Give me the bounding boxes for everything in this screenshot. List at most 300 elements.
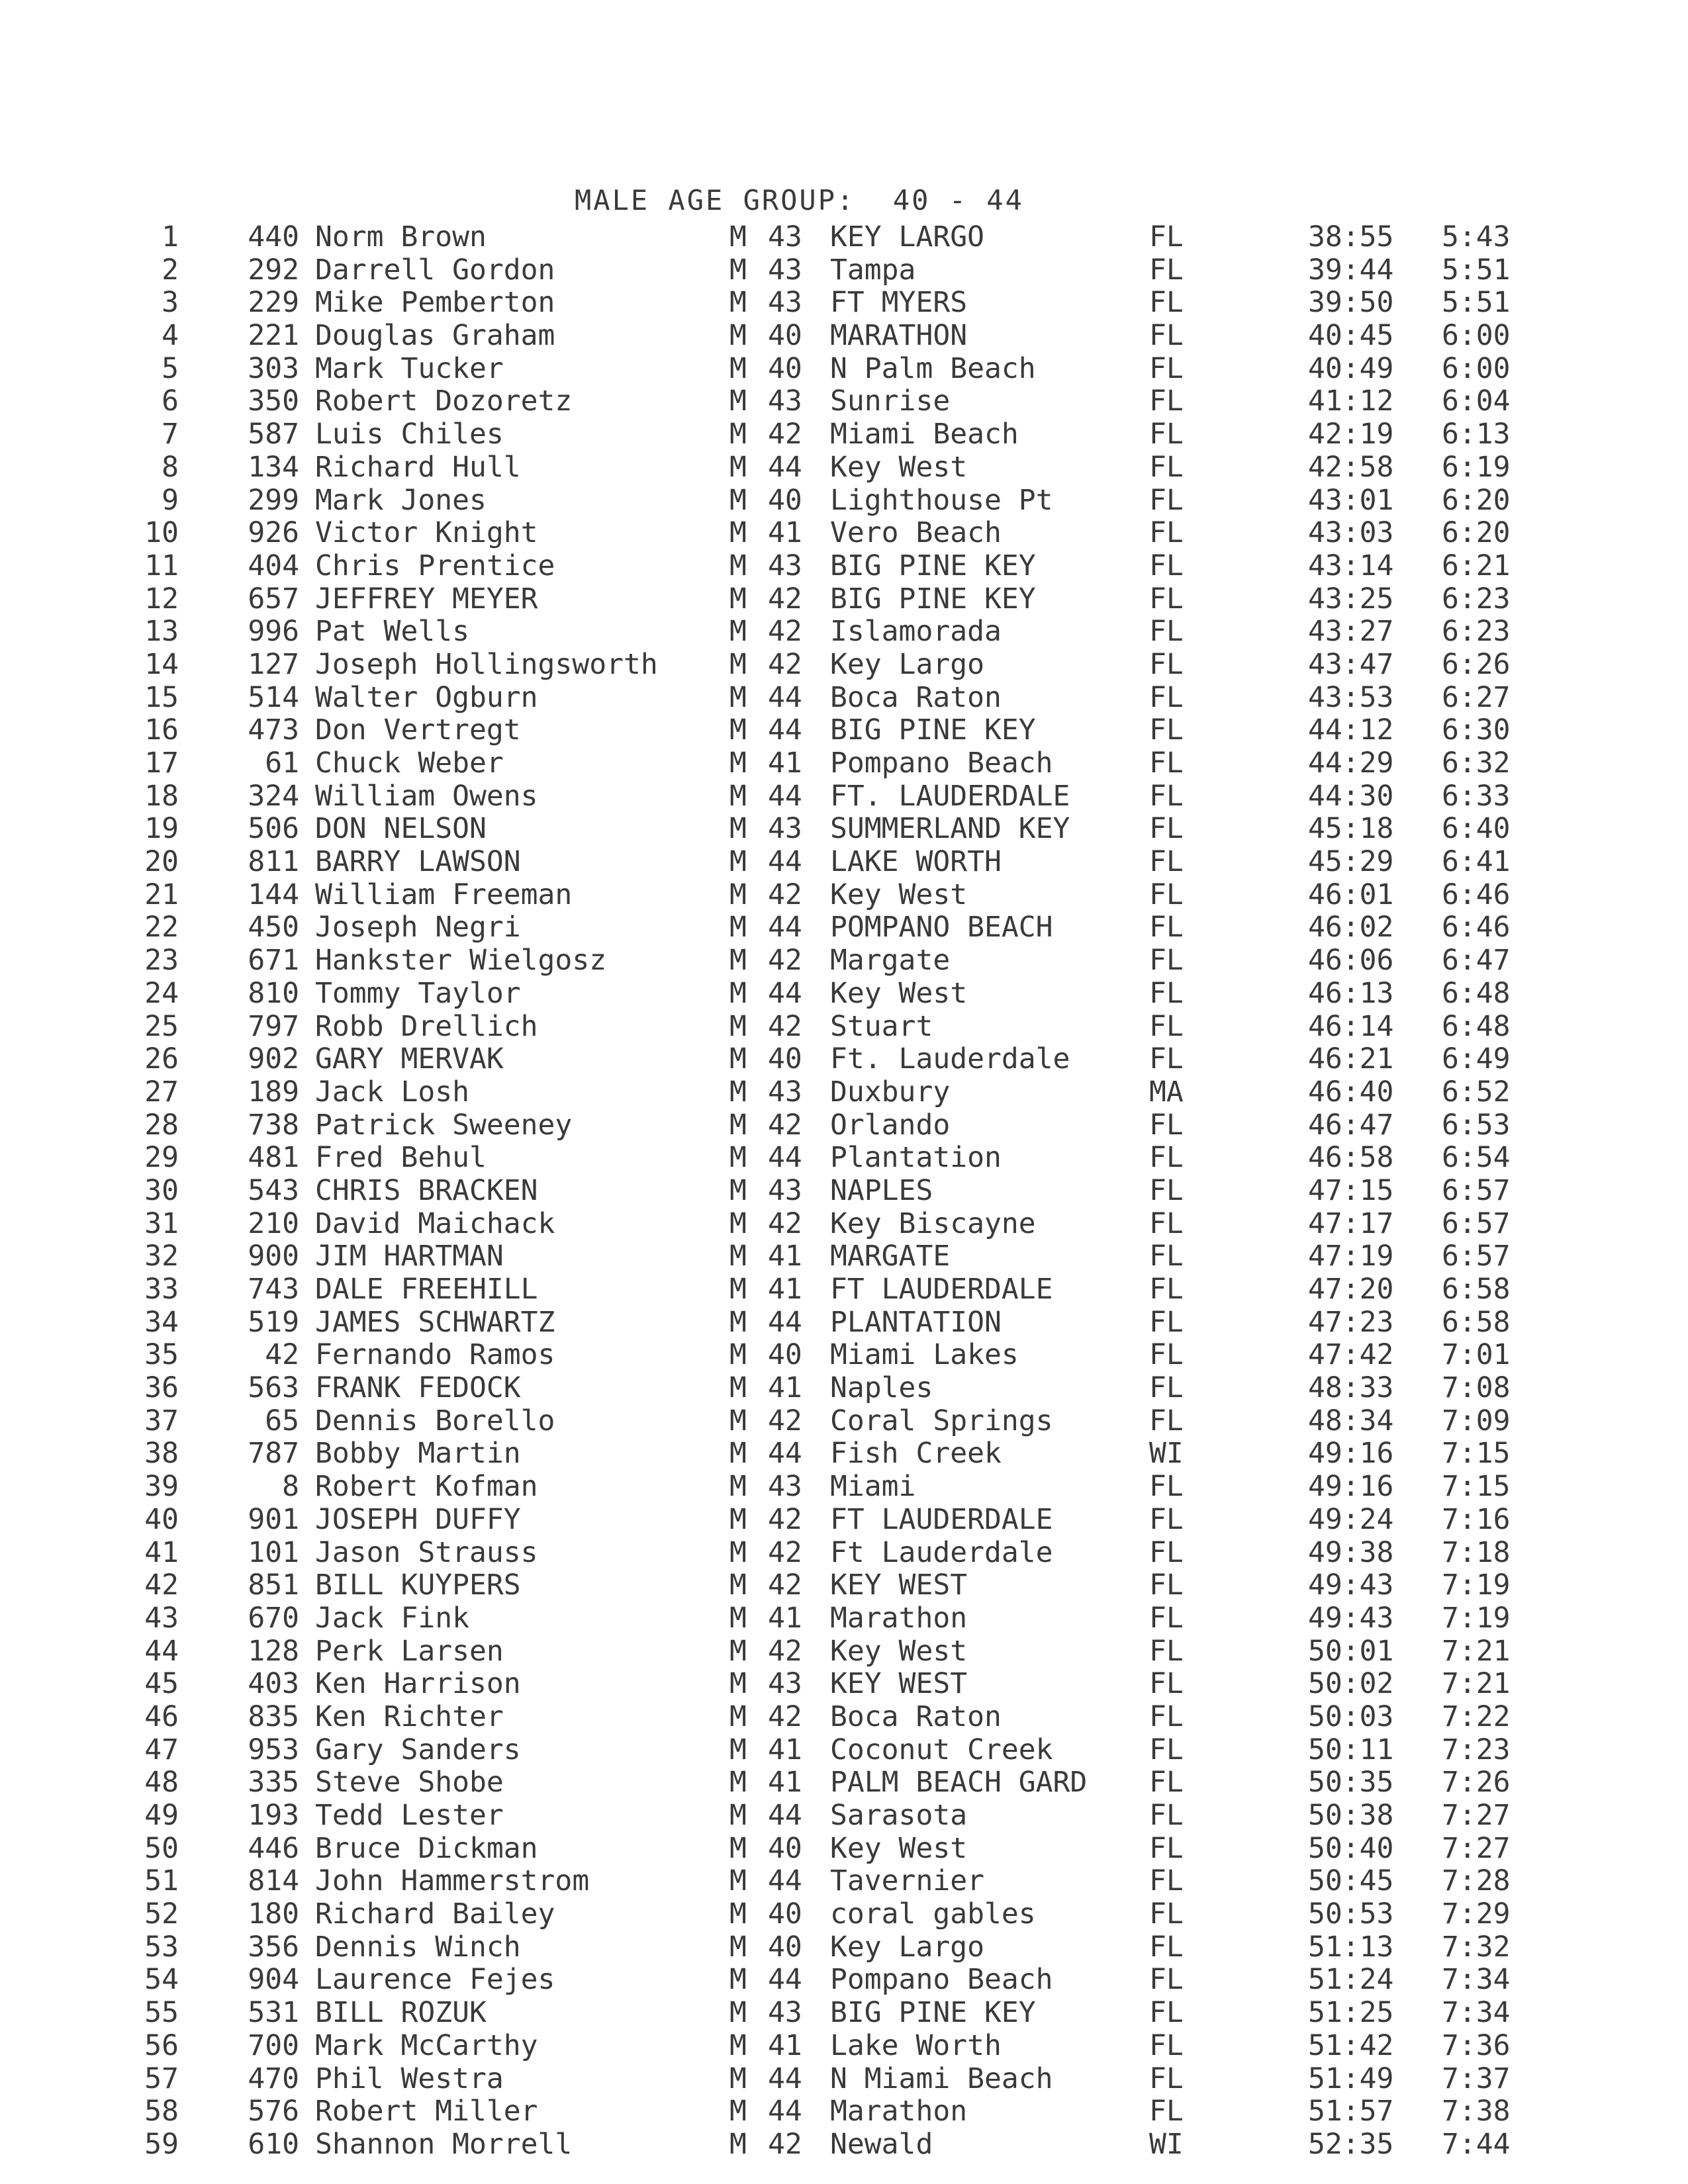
- result-bib: 144: [248, 878, 299, 911]
- result-bib: 851: [248, 1569, 299, 1602]
- result-pace: 6:48: [1442, 976, 1511, 1010]
- result-city: Vero Beach: [830, 516, 1002, 550]
- result-bib: 470: [248, 2062, 299, 2095]
- result-name: Laurence Fejes: [315, 1963, 555, 1997]
- result-name: Robert Dozoretz: [315, 385, 573, 418]
- result-bib: 303: [248, 351, 299, 385]
- result-bib: 473: [248, 713, 299, 747]
- result-place: 21: [144, 878, 179, 911]
- result-sex: M: [729, 1634, 747, 1668]
- result-name: Jack Fink: [315, 1601, 469, 1635]
- result-row: [0, 1799, 1688, 1833]
- result-city: Miami Lakes: [830, 1338, 1019, 1372]
- result-pace: 7:28: [1442, 1864, 1511, 1898]
- result-city: Key West: [830, 1831, 968, 1865]
- result-row: [0, 714, 1688, 747]
- result-name: Mark Jones: [315, 483, 487, 517]
- result-bib: 292: [248, 253, 299, 287]
- result-pace: 6:33: [1442, 779, 1511, 813]
- result-pace: 5:51: [1442, 253, 1511, 287]
- result-row: [0, 813, 1688, 846]
- result-row: [0, 1339, 1688, 1372]
- result-state: FL: [1149, 812, 1184, 846]
- result-city: KEY LARGO: [830, 220, 984, 253]
- result-place: 17: [144, 747, 179, 780]
- result-name: JEFFREY MEYER: [315, 582, 538, 615]
- result-bib: 904: [248, 1963, 299, 1997]
- result-place: 37: [144, 1404, 179, 1437]
- result-sex: M: [729, 351, 747, 385]
- result-state: FL: [1149, 351, 1184, 385]
- result-state: FL: [1149, 845, 1184, 879]
- result-sex: M: [729, 647, 747, 681]
- result-sex: M: [729, 1108, 747, 1142]
- result-time: 50:01: [1308, 1634, 1394, 1668]
- result-bib: 403: [248, 1667, 299, 1701]
- result-age: 40: [768, 1897, 802, 1931]
- result-sex: M: [729, 286, 747, 320]
- result-row: [0, 1175, 1688, 1208]
- result-sex: M: [729, 385, 747, 418]
- result-time: 43:25: [1308, 582, 1394, 615]
- result-place: 3: [162, 286, 179, 320]
- result-name: Tedd Lester: [315, 1799, 504, 1832]
- result-row: [0, 2128, 1688, 2161]
- result-time: 50:45: [1308, 1864, 1394, 1898]
- result-age: 43: [768, 220, 802, 253]
- result-city: Stuart: [830, 1009, 933, 1043]
- result-time: 46:47: [1308, 1108, 1394, 1142]
- result-state: FL: [1149, 878, 1184, 911]
- result-time: 51:25: [1308, 1996, 1394, 2030]
- result-bib: 587: [248, 418, 299, 451]
- result-city: Key West: [830, 450, 968, 484]
- result-age: 40: [768, 1831, 802, 1865]
- result-city: Pompano Beach: [830, 747, 1053, 780]
- result-row: [0, 418, 1688, 451]
- result-sex: M: [729, 1273, 747, 1306]
- result-sex: M: [729, 1601, 747, 1635]
- result-city: Coral Springs: [830, 1404, 1053, 1437]
- result-age: 42: [768, 2127, 802, 2161]
- result-time: 42:19: [1308, 418, 1394, 451]
- result-city: Pompano Beach: [830, 1963, 1053, 1997]
- result-time: 43:14: [1308, 549, 1394, 582]
- result-state: FL: [1149, 713, 1184, 747]
- result-city: BIG PINE KEY: [830, 549, 1036, 582]
- result-place: 51: [144, 1864, 179, 1898]
- result-sex: M: [729, 2127, 747, 2161]
- result-city: Marathon: [830, 2095, 968, 2128]
- result-bib: 926: [248, 516, 299, 550]
- result-age: 42: [768, 647, 802, 681]
- result-city: BIG PINE KEY: [830, 713, 1036, 747]
- result-name: Bobby Martin: [315, 1437, 521, 1471]
- result-pace: 6:20: [1442, 516, 1511, 550]
- result-place: 52: [144, 1897, 179, 1931]
- result-place: 29: [144, 1141, 179, 1175]
- result-bib: 810: [248, 976, 299, 1010]
- result-pace: 6:23: [1442, 615, 1511, 649]
- result-city: SUMMERLAND KEY: [830, 812, 1070, 846]
- result-bib: 657: [248, 582, 299, 615]
- result-age: 41: [768, 1766, 802, 1799]
- result-sex: M: [729, 549, 747, 582]
- result-row: [0, 451, 1688, 484]
- result-state: FL: [1149, 1930, 1184, 1964]
- result-name: Douglas Graham: [315, 319, 555, 353]
- result-row: [0, 1898, 1688, 1931]
- result-pace: 6:27: [1442, 680, 1511, 714]
- result-bib: 134: [248, 450, 299, 484]
- result-age: 41: [768, 516, 802, 550]
- result-age: 42: [768, 615, 802, 649]
- result-time: 51:57: [1308, 2095, 1394, 2128]
- result-state: FL: [1149, 911, 1184, 944]
- result-time: 50:11: [1308, 1733, 1394, 1766]
- result-time: 49:38: [1308, 1535, 1394, 1569]
- result-age: 44: [768, 1864, 802, 1898]
- result-city: FT LAUDERDALE: [830, 1502, 1053, 1536]
- result-name: Patrick Sweeney: [315, 1108, 573, 1142]
- result-age: 41: [768, 1371, 802, 1405]
- result-bib: 670: [248, 1601, 299, 1635]
- result-sex: M: [729, 1502, 747, 1536]
- result-age: 44: [768, 779, 802, 813]
- result-place: 12: [144, 582, 179, 615]
- result-pace: 7:29: [1442, 1897, 1511, 1931]
- result-age: 43: [768, 286, 802, 320]
- result-place: 49: [144, 1799, 179, 1832]
- result-row: [0, 484, 1688, 518]
- result-row: [0, 615, 1688, 649]
- result-age: 41: [768, 1733, 802, 1766]
- result-state: FL: [1149, 1206, 1184, 1240]
- result-place: 56: [144, 2028, 179, 2062]
- result-time: 43:53: [1308, 680, 1394, 714]
- result-place: 19: [144, 812, 179, 846]
- result-sex: M: [729, 1569, 747, 1602]
- result-row: [0, 1537, 1688, 1570]
- result-pace: 7:16: [1442, 1502, 1511, 1536]
- result-bib: 610: [248, 2127, 299, 2161]
- result-age: 44: [768, 1799, 802, 1832]
- result-sex: M: [729, 2062, 747, 2095]
- result-bib: 797: [248, 1009, 299, 1043]
- result-time: 49:43: [1308, 1601, 1394, 1635]
- result-bib: 127: [248, 647, 299, 681]
- result-sex: M: [729, 253, 747, 287]
- result-state: FL: [1149, 220, 1184, 253]
- result-place: 7: [162, 418, 179, 451]
- result-city: PALM BEACH GARD: [830, 1766, 1088, 1799]
- result-place: 47: [144, 1733, 179, 1766]
- result-bib: 902: [248, 1042, 299, 1076]
- result-bib: 128: [248, 1634, 299, 1668]
- result-city: POMPANO BEACH: [830, 911, 1053, 944]
- result-name: Jason Strauss: [315, 1535, 538, 1569]
- result-age: 44: [768, 450, 802, 484]
- result-time: 49:16: [1308, 1437, 1394, 1471]
- result-row: [0, 1273, 1688, 1306]
- result-name: Dennis Borello: [315, 1404, 555, 1437]
- result-place: 41: [144, 1535, 179, 1569]
- result-age: 42: [768, 1009, 802, 1043]
- result-sex: M: [729, 812, 747, 846]
- result-bib: 42: [265, 1338, 299, 1372]
- result-pace: 7:19: [1442, 1569, 1511, 1602]
- result-row: [0, 1734, 1688, 1767]
- result-time: 44:12: [1308, 713, 1394, 747]
- result-time: 45:18: [1308, 812, 1394, 846]
- result-place: 55: [144, 1996, 179, 2030]
- result-age: 43: [768, 549, 802, 582]
- result-name: Luis Chiles: [315, 418, 504, 451]
- result-name: Joseph Hollingsworth: [315, 647, 658, 681]
- result-pace: 6:53: [1442, 1108, 1511, 1142]
- result-city: Marathon: [830, 1601, 968, 1635]
- result-time: 49:24: [1308, 1502, 1394, 1536]
- result-sex: M: [729, 1700, 747, 1733]
- result-name: Mark Tucker: [315, 351, 504, 385]
- result-place: 53: [144, 1930, 179, 1964]
- result-row: [0, 1931, 1688, 1964]
- result-pace: 6:23: [1442, 582, 1511, 615]
- result-state: FL: [1149, 286, 1184, 320]
- result-place: 22: [144, 911, 179, 944]
- result-row: [0, 583, 1688, 616]
- result-time: 43:03: [1308, 516, 1394, 550]
- result-pace: 6:40: [1442, 812, 1511, 846]
- result-sex: M: [729, 1240, 747, 1273]
- result-place: 32: [144, 1240, 179, 1273]
- result-bib: 450: [248, 911, 299, 944]
- result-pace: 6:00: [1442, 351, 1511, 385]
- result-name: Perk Larsen: [315, 1634, 504, 1668]
- result-row: [0, 1011, 1688, 1044]
- result-name: Fred Behul: [315, 1141, 487, 1175]
- result-age: 42: [768, 1404, 802, 1437]
- result-state: FL: [1149, 2095, 1184, 2128]
- result-name: Shannon Morrell: [315, 2127, 573, 2161]
- result-row: [0, 2095, 1688, 2128]
- result-row: [0, 221, 1688, 254]
- result-city: FT LAUDERDALE: [830, 1273, 1053, 1306]
- result-time: 41:12: [1308, 385, 1394, 418]
- result-age: 44: [768, 2062, 802, 2095]
- result-row: [0, 1701, 1688, 1734]
- result-place: 6: [162, 385, 179, 418]
- result-place: 33: [144, 1273, 179, 1306]
- result-place: 58: [144, 2095, 179, 2128]
- result-age: 42: [768, 1569, 802, 1602]
- result-age: 43: [768, 1667, 802, 1701]
- result-time: 43:01: [1308, 483, 1394, 517]
- result-state: FL: [1149, 1305, 1184, 1339]
- result-name: Richard Hull: [315, 450, 521, 484]
- result-sex: M: [729, 418, 747, 451]
- result-city: Key Largo: [830, 1930, 984, 1964]
- result-time: 39:44: [1308, 253, 1394, 287]
- result-city: Miami: [830, 1470, 916, 1504]
- result-sex: M: [729, 516, 747, 550]
- result-bib: 189: [248, 1075, 299, 1109]
- result-row: [0, 1865, 1688, 1898]
- result-time: 48:34: [1308, 1404, 1394, 1437]
- result-age: 44: [768, 1305, 802, 1339]
- result-name: Mike Pemberton: [315, 286, 555, 320]
- result-age: 40: [768, 319, 802, 353]
- result-pace: 5:43: [1442, 220, 1511, 253]
- result-time: 46:06: [1308, 944, 1394, 978]
- result-time: 43:27: [1308, 615, 1394, 649]
- result-city: PLANTATION: [830, 1305, 1002, 1339]
- result-pace: 6:04: [1442, 385, 1511, 418]
- result-age: 42: [768, 1535, 802, 1569]
- result-bib: 193: [248, 1799, 299, 1832]
- result-place: 18: [144, 779, 179, 813]
- result-city: Orlando: [830, 1108, 951, 1142]
- result-pace: 7:19: [1442, 1601, 1511, 1635]
- result-age: 44: [768, 713, 802, 747]
- result-state: FL: [1149, 1240, 1184, 1273]
- result-time: 47:19: [1308, 1240, 1394, 1273]
- result-name: William Owens: [315, 779, 538, 813]
- result-state: FL: [1149, 1502, 1184, 1536]
- result-bib: 446: [248, 1831, 299, 1865]
- result-bib: 996: [248, 615, 299, 649]
- result-pace: 7:34: [1442, 1963, 1511, 1997]
- result-state: FL: [1149, 1470, 1184, 1504]
- result-time: 47:42: [1308, 1338, 1394, 1372]
- result-sex: M: [729, 845, 747, 879]
- result-place: 1: [162, 220, 179, 253]
- result-city: Key Largo: [830, 647, 984, 681]
- result-pace: 6:13: [1442, 418, 1511, 451]
- result-name: Tommy Taylor: [315, 976, 521, 1010]
- result-place: 59: [144, 2127, 179, 2161]
- result-time: 50:53: [1308, 1897, 1394, 1931]
- result-place: 16: [144, 713, 179, 747]
- result-place: 4: [162, 319, 179, 353]
- result-state: FL: [1149, 1667, 1184, 1701]
- result-bib: 519: [248, 1305, 299, 1339]
- result-place: 9: [162, 483, 179, 517]
- result-age: 42: [768, 1700, 802, 1733]
- result-name: JAMES SCHWARTZ: [315, 1305, 555, 1339]
- result-row: [0, 385, 1688, 418]
- result-row: [0, 320, 1688, 353]
- result-row: [0, 1306, 1688, 1340]
- result-pace: 7:32: [1442, 1930, 1511, 1964]
- result-sex: M: [729, 615, 747, 649]
- result-sex: M: [729, 319, 747, 353]
- result-age: 43: [768, 1996, 802, 2030]
- result-pace: 7:27: [1442, 1831, 1511, 1865]
- result-age: 40: [768, 351, 802, 385]
- result-city: Ft Lauderdale: [830, 1535, 1053, 1569]
- result-row: [0, 2063, 1688, 2096]
- result-time: 51:42: [1308, 2028, 1394, 2062]
- result-name: Jack Losh: [315, 1075, 469, 1109]
- result-age: 44: [768, 845, 802, 879]
- result-age: 41: [768, 1273, 802, 1306]
- result-age: 42: [768, 582, 802, 615]
- result-sex: M: [729, 1831, 747, 1865]
- result-pace: 6:46: [1442, 911, 1511, 944]
- result-time: 43:47: [1308, 647, 1394, 681]
- result-place: 34: [144, 1305, 179, 1339]
- result-city: N Miami Beach: [830, 2062, 1053, 2095]
- result-bib: 671: [248, 944, 299, 978]
- result-state: MA: [1149, 1075, 1184, 1109]
- result-bib: 440: [248, 220, 299, 253]
- result-place: 5: [162, 351, 179, 385]
- result-sex: M: [729, 450, 747, 484]
- result-pace: 6:49: [1442, 1042, 1511, 1076]
- result-state: FL: [1149, 1700, 1184, 1733]
- result-bib: 506: [248, 812, 299, 846]
- result-name: Dennis Winch: [315, 1930, 521, 1964]
- result-name: Robert Kofman: [315, 1470, 538, 1504]
- result-pace: 7:18: [1442, 1535, 1511, 1569]
- result-age: 42: [768, 1502, 802, 1536]
- result-row: [0, 517, 1688, 550]
- result-bib: 350: [248, 385, 299, 418]
- result-bib: 229: [248, 286, 299, 320]
- result-city: Key West: [830, 878, 968, 911]
- result-place: 57: [144, 2062, 179, 2095]
- result-place: 15: [144, 680, 179, 714]
- result-sex: M: [729, 944, 747, 978]
- result-row: [0, 1997, 1688, 2030]
- result-pace: 6:00: [1442, 319, 1511, 353]
- result-pace: 7:38: [1442, 2095, 1511, 2128]
- result-sex: M: [729, 1305, 747, 1339]
- result-time: 48:33: [1308, 1371, 1394, 1405]
- result-state: FL: [1149, 1273, 1184, 1306]
- result-name: Steve Shobe: [315, 1766, 504, 1799]
- result-place: 2: [162, 253, 179, 287]
- result-time: 46:21: [1308, 1042, 1394, 1076]
- result-age: 43: [768, 253, 802, 287]
- result-sex: M: [729, 1042, 747, 1076]
- result-place: 10: [144, 516, 179, 550]
- result-row: [0, 1240, 1688, 1273]
- result-city: MARATHON: [830, 319, 968, 353]
- result-place: 20: [144, 845, 179, 879]
- result-sex: M: [729, 1206, 747, 1240]
- result-time: 50:35: [1308, 1766, 1394, 1799]
- result-bib: 811: [248, 845, 299, 879]
- result-state: FL: [1149, 976, 1184, 1010]
- result-sex: M: [729, 1371, 747, 1405]
- result-city: Islamorada: [830, 615, 1002, 649]
- result-name: Darrell Gordon: [315, 253, 555, 287]
- result-name: William Freeman: [315, 878, 573, 911]
- result-row: [0, 1668, 1688, 1701]
- result-state: FL: [1149, 1535, 1184, 1569]
- result-sex: M: [729, 1897, 747, 1931]
- result-sex: M: [729, 1437, 747, 1471]
- result-bib: 324: [248, 779, 299, 813]
- result-age: 42: [768, 878, 802, 911]
- result-city: Key West: [830, 1634, 968, 1668]
- result-pace: 7:26: [1442, 1766, 1511, 1799]
- result-time: 44:30: [1308, 779, 1394, 813]
- result-state: FL: [1149, 1996, 1184, 2030]
- result-name: JOSEPH DUFFY: [315, 1502, 521, 1536]
